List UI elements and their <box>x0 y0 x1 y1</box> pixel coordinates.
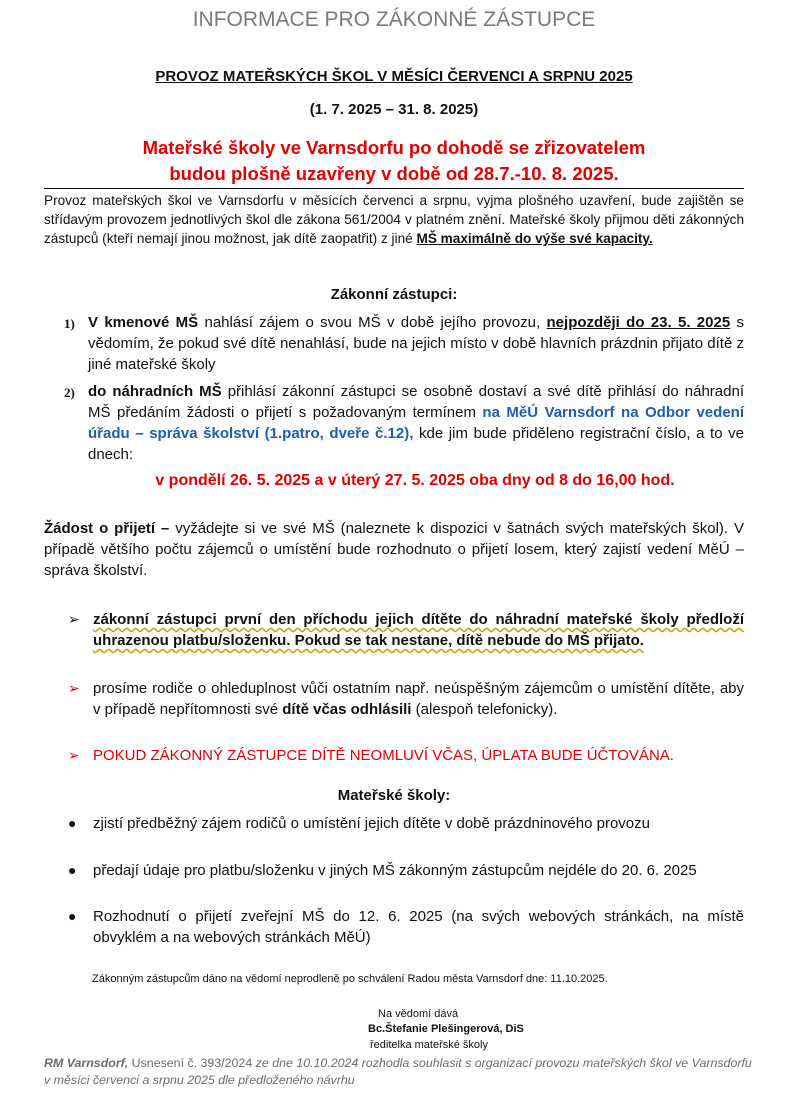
intro-text: Provoz mateřských škol ve Varnsdorfu v měsících červenci a srpnu, vyjma plošného uzavření, bude zajištěn se střídavým provozem jednotlivých škol dle zákona 561/2004 v platném znění. Mateřské školy přijmou děti zákonných zástupců (kteří nemají jinou možnost, jak dítě zaopatřit) z jiné <box>44 193 744 246</box>
arrow-text-end: (alespoň telefonicky). <box>411 701 558 718</box>
payment-requirement: zákonní zástupci první den příchodu jejich dítěte do náhradní mateřské školy předloží uhrazenou platbu/složenku. <box>93 611 744 649</box>
closure-headline <box>0 135 788 187</box>
signature-role: ředitelka mateřské školy <box>370 1039 488 1051</box>
arrow-item-3 <box>68 745 744 766</box>
arrow-bullet-icon: ➢ <box>68 680 80 696</box>
arrow-bold: dítě včas odhlásili <box>282 701 412 718</box>
arrow-bullet-icon: ➢ <box>68 747 80 763</box>
arrow-item-2 <box>68 678 744 720</box>
arrow-bullet-icon: ➢ <box>68 611 80 627</box>
item-text: nahlásí zájem o svou MŠ v době jejího provozu, <box>198 314 547 331</box>
document-subtitle: PROVOZ MATEŘSKÝCH ŠKOL V MĚSÍCI ČERVENCI A SRPNU 2025 <box>155 68 633 85</box>
closure-headline-line-2: budou plošně uzavřeny v době od 28.7.-10. 8. 2025. <box>169 163 619 184</box>
payment-consequence: Pokud se tak nestane, dítě nebude do MŠ přijato. <box>290 632 644 649</box>
footer-text: ze dne 10.10.2024 rozhodla souhlasit s organizací provozu mateřských škol ve Varnsdorfu v měsíci červenci a srpnu 2025 dle předloženého návrhu <box>44 1056 752 1087</box>
signature-intro: Na vědomí dává <box>378 1008 459 1020</box>
item-text-end: kde jim bude přiděleno registrační číslo, a to ve dnech: <box>88 425 744 463</box>
arrow-text: prosíme rodiče o ohleduplnost vůči ostatním např. neúspěšným zájemcům o umístění dítěte, aby v případě nepřítomnosti své <box>93 680 744 718</box>
list-item: Rozhodnutí o přijetí zveřejní MŠ do 12. 6. 2025 (na svých webových stránkách, na místě obvyklém a na webových stránkách MěÚ) <box>93 908 744 946</box>
page-title: INFORMACE PRO ZÁKONNÉ ZÁSTUPCE <box>192 8 596 31</box>
schools-heading: Mateřské školy: <box>337 787 451 804</box>
approval-note: Zákonným zástupcům dáno na vědomí neprodleně po schválení Radou města Varnsdorf dne: 11.10.2025. <box>92 973 608 985</box>
application-lead: Žádost o přijetí – <box>44 520 170 537</box>
signature-name: Bc.Štefanie Plešingerová, DiS <box>368 1023 524 1035</box>
item-number: 1) <box>64 316 75 331</box>
office-location: na MěÚ Varnsdorf na Odbor vedení úřadu – správa školství (1.patro, dveře č.12), <box>88 404 744 442</box>
footer-resolution <box>44 1055 754 1089</box>
list-item: předají údaje pro platbu/složenku v jiných MŠ zákonným zástupcům nejdéle do 20. 6. 2025 <box>93 862 697 879</box>
list-item: zjistí předběžný zájem rodičů o umístění jejich dítěte v době prázdninového provozu <box>93 815 650 832</box>
schools-item-3 <box>68 906 744 948</box>
footer-resolution-number: Usnesení č. 393/2024 <box>128 1056 253 1070</box>
deadline-date: nejpozději do 23. 5. 2025 <box>546 314 731 331</box>
item-lead: V kmenové MŠ <box>88 314 199 331</box>
intro-paragraph <box>44 188 744 248</box>
period-range: (1. 7. 2025 – 31. 8. 2025) <box>309 101 479 118</box>
dot-bullet-icon: ● <box>68 908 77 924</box>
application-paragraph <box>44 518 744 581</box>
registration-dates: v pondělí 26. 5. 2025 a v úterý 27. 5. 2025 oba dny od 8 do 16,00 hod. <box>155 472 675 489</box>
guardians-item-2 <box>60 381 744 465</box>
dot-bullet-icon: ● <box>68 815 77 831</box>
guardians-heading: Zákonní zástupci: <box>330 286 458 303</box>
item-text: přihlásí zákonní zástupci se osobně dostaví a své dítě přihlásí do náhradní MŠ předáním žádosti o přijetí s požadovaným termínem <box>88 383 744 421</box>
dot-bullet-icon: ● <box>68 862 77 878</box>
fee-warning: POKUD ZÁKONNÝ ZÁSTUPCE DÍTĚ NEOMLUVÍ VČAS, ÚPLATA BUDE ÚČTOVÁNA. <box>93 747 674 764</box>
schools-item-2 <box>68 860 744 881</box>
item-number: 2) <box>64 385 75 400</box>
schools-item-1 <box>68 813 744 834</box>
item-text-end: s vědomím, že pokud své dítě nenahlásí, bude na jejich místo v době hlavních prázdnin přijato dítě z jiné mateřské školy <box>88 314 745 373</box>
application-text: vyžádejte si ve své MŠ (naleznete k dispozici v šatnách svých mateřských škol). V případě většího počtu zájemců o umístění bude rozhodnuto o přijetí losem, který zajistí vedení MěÚ – správa školství. <box>44 520 745 579</box>
intro-capacity: MŠ maximálně do výše své kapacity. <box>416 231 653 246</box>
footer-org: RM Varnsdorf, <box>44 1056 129 1070</box>
guardians-item-1 <box>60 312 744 375</box>
arrow-item-1 <box>68 609 744 651</box>
closure-headline-line-1: Mateřské školy ve Varnsdorfu po dohodě se zřizovatelem <box>142 137 646 158</box>
item-lead: do náhradních MŠ <box>88 383 222 400</box>
